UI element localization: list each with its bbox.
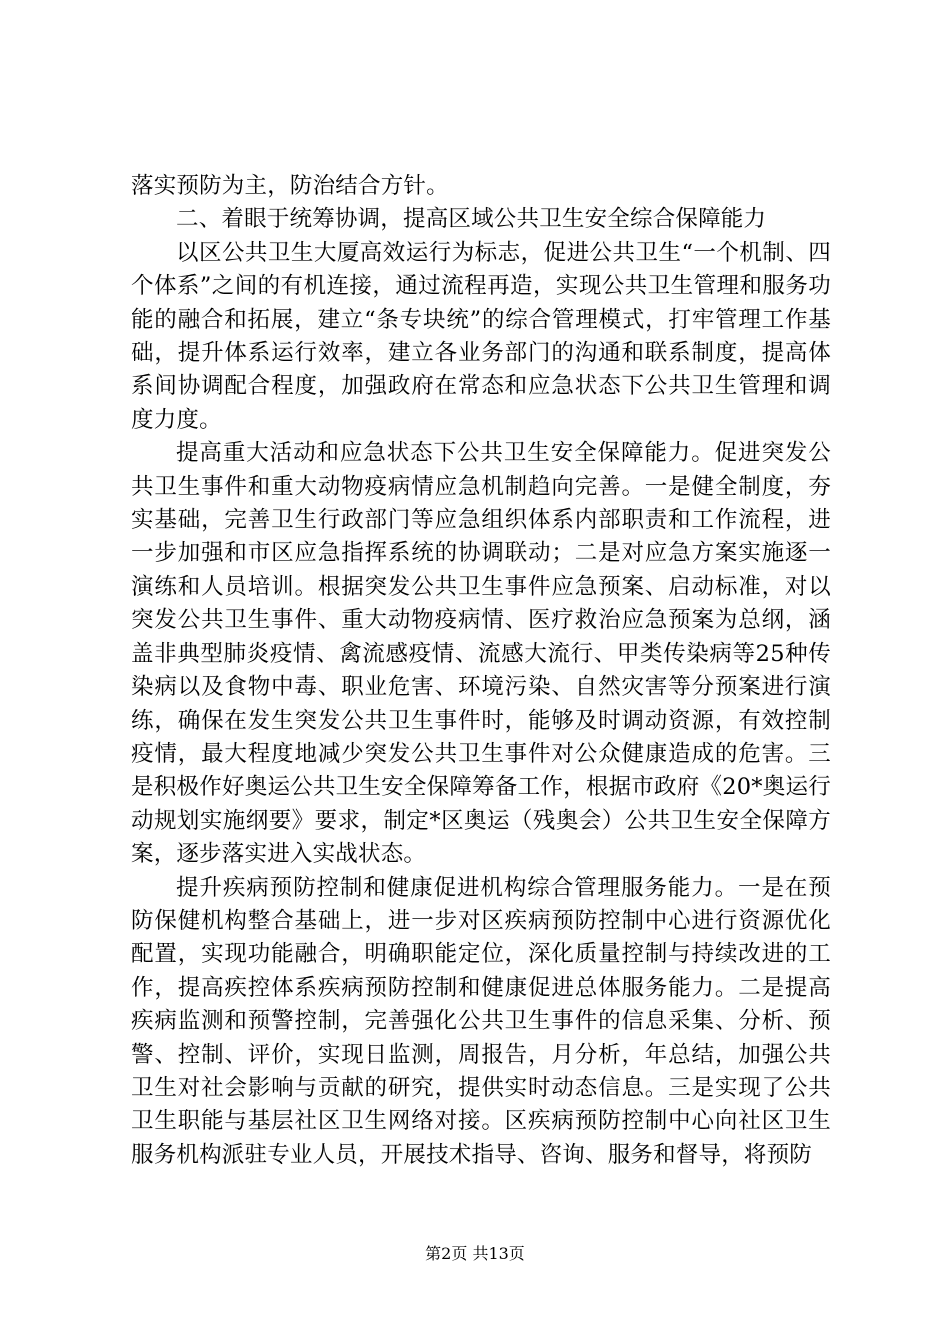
- document-body: [131, 170, 831, 1172]
- paragraph: 提高重大活动和应急状态下公共卫生安全保障能力。促进突发公共卫生事件和重大动物疫病情应急机制趋向完善。一是健全制度，夯实基础，完善卫生行政部门等应急组织体系内部职责和工作流程，进一步加强和市区应急指挥系统的协调联动；二是对应急方案实施逐一演练和人员培训。根据突发公共卫生事件应急预案、启动标准，对以突发公共卫生事件、重大动物疫病情、医疗救治应急预案为总纲，涵盖非典型肺炎疫情、禽流感疫情、流感大流行、甲类传染病等25种传染病以及食物中毒、职业危害、环境污染、自然灾害等分预案进行演练，确保在发生突发公共卫生事件时，能够及时调动资源，有效控制疫情，最大程度地减少突发公共卫生事件对公众健康造成的危害。三是积极作好奥运公共卫生安全保障筹备工作，根据市政府《20*奥运行动规划实施纲要》要求，制定*区奥运（残奥会）公共卫生安全保障方案，逐步落实进入实战状态。: [131, 440, 831, 868]
- paragraph: 以区公共卫生大厦高效运行为标志，促进公共卫生“一个机制、四个体系”之间的有机连接，通过流程再造，实现公共卫生管理和服务功能的融合和拓展，建立“条专块统”的综合管理模式，打牢管理工作基础，提升体系运行效率，建立各业务部门的沟通和联系制度，提高体系间协调配合程度，加强政府在常态和应急状态下公共卫生管理和调度力度。: [131, 239, 831, 433]
- paragraph: 提升疾病预防控制和健康促进机构综合管理服务能力。一是在预防保健机构整合基础上，进一步对区疾病预防控制中心进行资源优化配置，实现功能融合，明确职能定位，深化质量控制与持续改进的工作，提高疾控体系疾病预防控制和健康促进总体服务能力。二是提高疾病监测和预警控制，完善强化公共卫生事件的信息采集、分析、预警、控制、评价，实现日监测，周报告，月分析，年总结，加强公共卫生对社会影响与贡献的研究，提供实时动态信息。三是实现了公共卫生职能与基层社区卫生网络对接。区疾病预防控制中心向社区卫生服务机构派驻专业人员，开展技术指导、咨询、服务和督导，将预防: [131, 874, 831, 1168]
- section-heading: 二、着眼于统筹协调，提高区域公共卫生安全综合保障能力: [176, 206, 767, 233]
- paragraph-continuation: 落实预防为主，防治结合方针。: [131, 173, 449, 199]
- page-footer: 第2页 共13页: [425, 1244, 525, 1263]
